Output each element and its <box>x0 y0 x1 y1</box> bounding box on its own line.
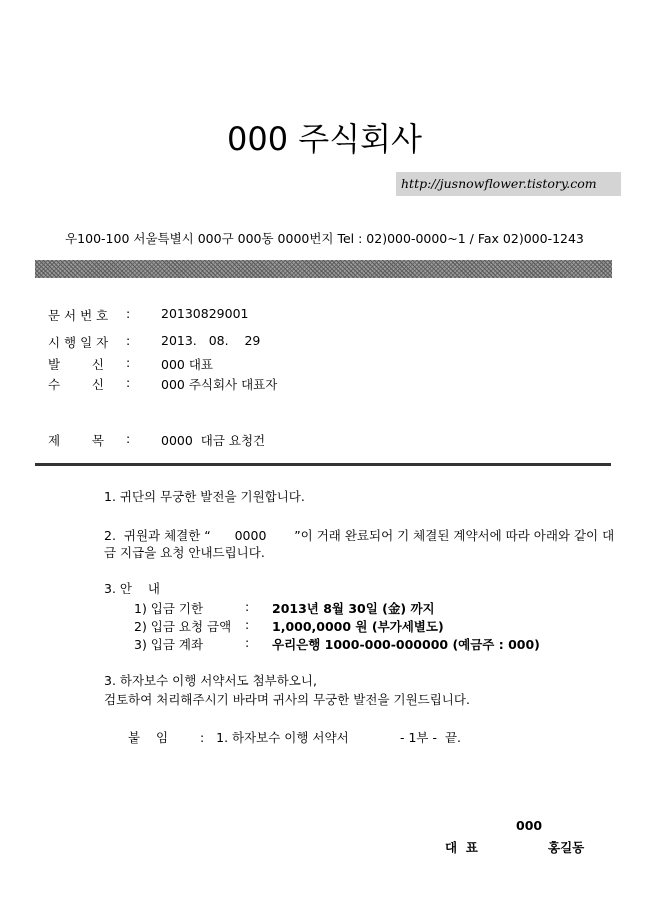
date-value: 2013. 08. 29 <box>161 333 261 348</box>
doc-no-value: 20130829001 <box>161 306 249 321</box>
item-2-label: 2) 입금 요청 금액 <box>134 619 232 634</box>
sender-value: 000 대표 <box>161 357 213 372</box>
blog-url-banner: http://jusnowflower.tistory.com <box>396 172 621 196</box>
attachment-item: : 1. 하자보수 이행 서약서 <box>200 730 349 745</box>
colon: : <box>126 375 131 390</box>
paragraph-4-line-2: 검토하여 처리해주시기 바라며 귀사의 무궁한 발전을 기원드립니다. <box>104 692 470 707</box>
footer-rep-name: 홍길동 <box>548 840 585 855</box>
item-3-value: 우리은행 1000-000-000000 (예금주 : 000) <box>272 637 540 652</box>
company-address: 우100-100 서울특별시 000구 000동 0000번지 Tel : 02)000-0000~1 / Fax 02)000-1243 <box>65 231 584 246</box>
date-label: 시 행 일 자 <box>48 335 109 350</box>
colon: : <box>126 355 131 370</box>
attachment-suffix: - 1부 - 끝. <box>400 730 461 745</box>
subject-label: 제 목 <box>48 433 104 448</box>
receiver-value: 000 주식회사 대표자 <box>161 377 278 392</box>
company-title: 000 주식회사 <box>227 120 422 158</box>
receiver-label: 수 신 <box>48 377 104 392</box>
meta-row-date <box>48 333 348 349</box>
colon: : <box>126 431 131 446</box>
hatched-divider <box>35 260 612 278</box>
paragraph-4-line-1: 3. 하자보수 이행 서약서도 첨부하오니, <box>104 673 317 688</box>
paragraph-3-heading: 3. 안 내 <box>104 581 160 596</box>
item-1-label: 1) 입금 기한 <box>134 601 204 616</box>
meta-row-doc-no <box>48 306 348 322</box>
item-2-value: 1,000,0000 원 (부가세별도) <box>272 619 444 634</box>
item-1-value: 2013년 8월 30일 (金) 까지 <box>272 601 435 616</box>
paragraph-2-line-1: 2. 귀원과 체결한 “ 0000 ”이 거래 완료되어 기 체결된 계약서에 따라 아래와 같이 대 <box>104 528 615 543</box>
colon: : <box>126 306 131 321</box>
sender-label: 발 신 <box>48 357 104 372</box>
paragraph-2-line-2: 금 지급을 요청 안내드립니다. <box>104 545 265 560</box>
colon: : <box>126 333 131 348</box>
section-rule <box>35 463 611 466</box>
meta-row-receiver <box>48 375 348 391</box>
footer-org: 000 <box>516 818 543 833</box>
meta-row-subject <box>48 431 348 447</box>
footer-rep-label: 대 표 <box>445 840 478 855</box>
item-colon: : <box>245 617 250 632</box>
subject-value: 0000 대금 요청건 <box>161 433 266 448</box>
item-colon: : <box>245 599 250 614</box>
meta-row-sender <box>48 355 348 371</box>
doc-no-label: 문 서 번 호 <box>48 308 109 323</box>
paragraph-1: 1. 귀단의 무궁한 발전을 기원합니다. <box>104 489 305 504</box>
attachment-label: 붙 임 <box>128 730 169 745</box>
item-3-label: 3) 입금 계좌 <box>134 637 204 652</box>
item-colon: : <box>245 635 250 650</box>
